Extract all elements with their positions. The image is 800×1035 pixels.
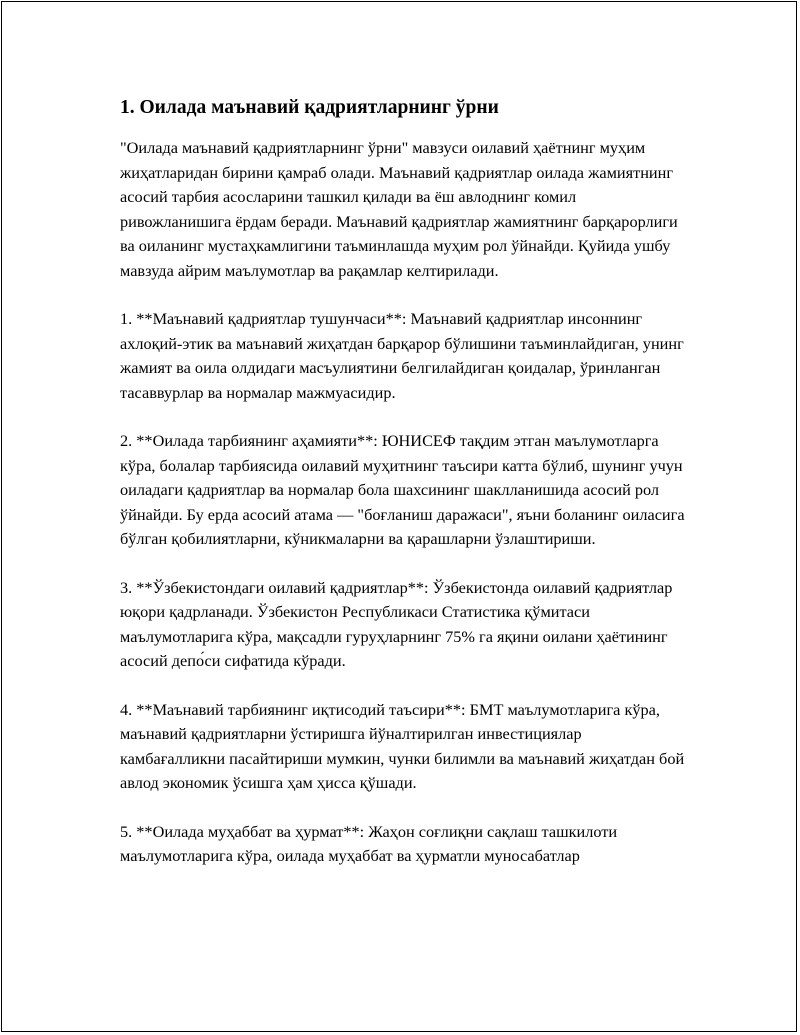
document-page [1, 1, 797, 1032]
intro-paragraph: "Оилада маънавий қадриятларнинг ўрни" мавзуси оилавий ҳаётнинг муҳим жиҳатларидан бирини қамраб олади. Маънавий қадриятлар оилада жамиятнинг асосий тарбия асосларини ташкил қилади ва ёш авлоднинг комил ривожланишига ёрдам беради. Маънавий қадриятлар жамиятнинг барқарорлиги ва оиланинг мустаҳкамлигини таъминлашда муҳим рол ўйнайди. Қуйида ушбу мавзуда айрим маълумотлар ва рақамлар келтирилади. [120, 138, 678, 280]
section-heading: 1. Оилада маънавий қадриятларнинг ўрни [120, 97, 499, 118]
paragraph-love-respect: 5. **Оилада муҳаббат ва ҳурмат**: Жаҳон соғлиқни сақлаш ташкилоти маълумотларига кўра, оилада муҳаббат ва ҳурматли муносабатлар [120, 821, 618, 865]
document-body [120, 96, 690, 893]
paragraph-upbringing: 2. **Оилада тарбиянинг аҳамияти**: ЮНИСЕФ тақдим этган маълумотларга кўра, болалар тарбиясида оилавий муҳитнинг таъсири катта бўлиб, шунинг учун оиладаги қадриятлар ва нормалар бола шахсининг шаклланишида асосий рол ўйнайди. Бу ерда асосий атама — "боғланиш даражаси", яъни боланинг оиласига бўлган қобилиятларни, кўникмаларни ва қарашларни ўзлаштириши. [120, 431, 685, 548]
paragraph-concept: 1. **Маънавий қадриятлар тушунчаси**: Маънавий қадриятлар инсоннинг ахлоқий-этик ва маънавий жиҳатдан барқарор бўлишини таъминлайдиган, унинг жамият ва оила олдидаги масъулиятини белгилайдиган қоидалар, ўринланган тасаввурлар ва нормалар мажмуасидир. [120, 309, 684, 402]
paragraph-economic: 4. **Маънавий тарбиянинг иқтисодий таъсири**: БМТ маълумотларига кўра, маънавий қадриятларни ўстиришга йўналтирилган инвестициялар камбағалликни пасайтириши мумкин, чунки билимли ва маънавий жиҳатдан бой авлод экономик ўсишга ҳам ҳисса қўшади. [120, 699, 685, 792]
paragraph-uzbekistan: 3. **Ўзбекистондаги оилавий қадриятлар**: Ўзбекистонда оилавий қадриятлар юқори қадрланади. Ўзбекистон Республикаси Статистика қўмитаси маълумотларига кўра, мақсадли гуруҳларнинг 75% га яқини оилани ҳаётининг асосий депо́си сифатида кўради. [120, 577, 673, 670]
